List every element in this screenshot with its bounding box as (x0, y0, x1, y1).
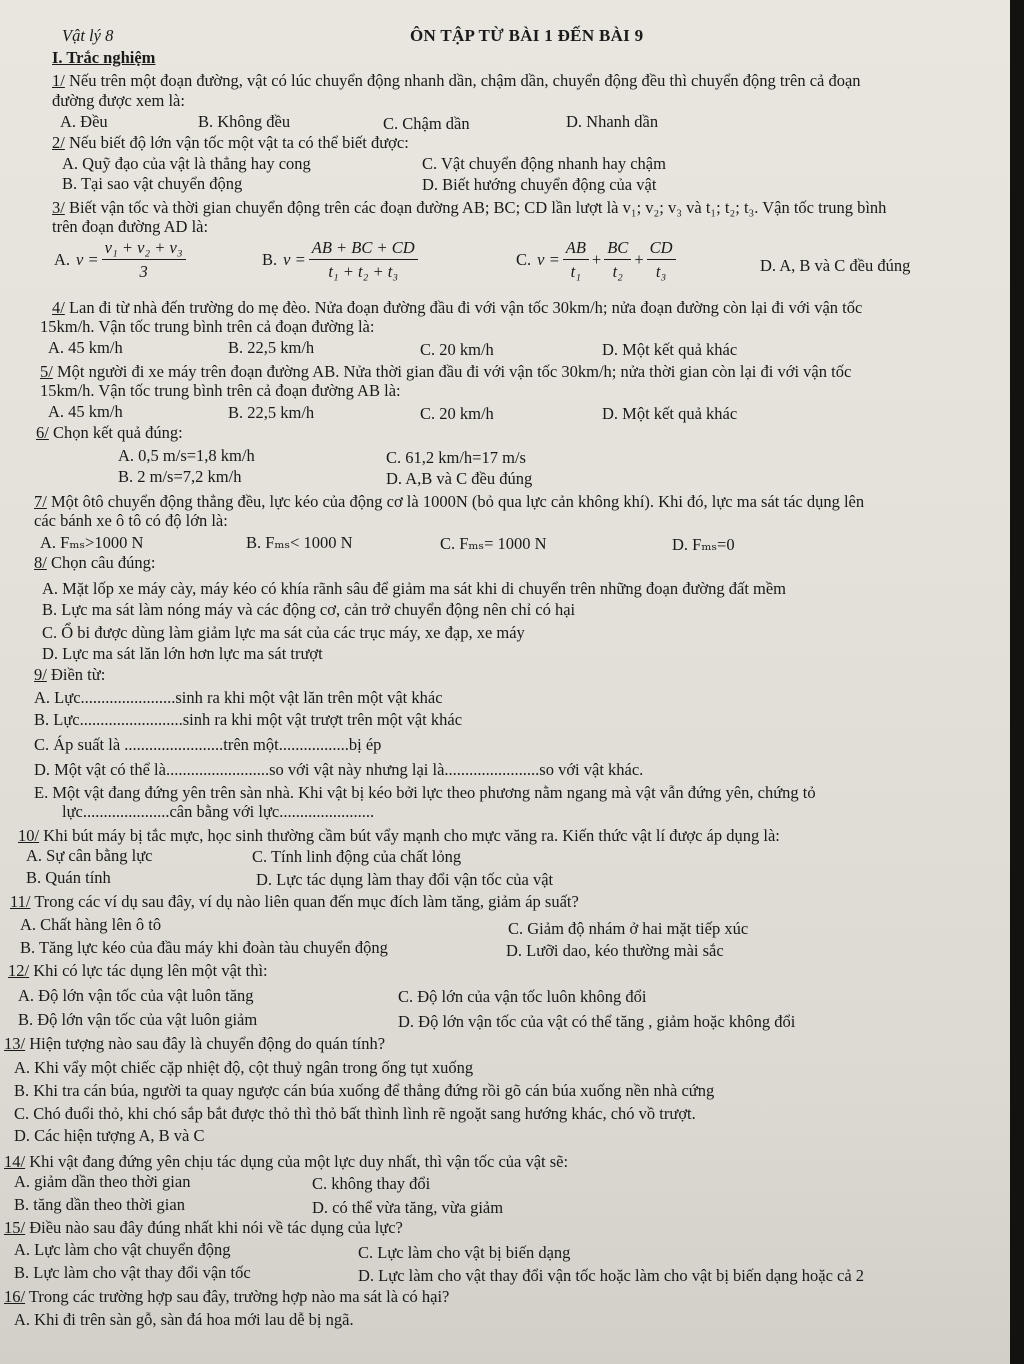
option-b: B. Khi tra cán búa, người ta quay ngược cán búa xuống để thẳng đứng rồi gõ cán búa xuống nền nhà cứng (14, 1081, 715, 1100)
option-c: C. Tính linh động của chất lỏng (252, 847, 462, 866)
question-number: 8/ (34, 553, 47, 572)
option-a: A. 0,5 m/s=1,8 km/h (118, 446, 255, 465)
question-text: Trong các ví dụ sau đây, ví dụ nào liên quan đến mục đích làm tăng, giảm áp suất? (34, 892, 579, 911)
option-b: B. Tăng lực kéo của đầu máy khi đoàn tàu chuyển động (20, 938, 388, 957)
question-text: Một ôtô chuyển động thẳng đều, lực kéo của động cơ là 1000N (bỏ qua lực cản không khí). Khi đó, lực ma sát tác dụng lên (50, 492, 865, 511)
option-b: B. Lực làm cho vật thay đổi vận tốc (14, 1263, 251, 1282)
option-d: D. Một kết quả khác (602, 404, 738, 423)
question-number: 6/ (36, 423, 49, 442)
option-c: C. Vật chuyển động nhanh hay chậm (422, 154, 666, 173)
question-text: Trong các trường hợp sau đây, trường hợp nào ma sát là có hại? (28, 1287, 450, 1306)
option-d: D. Lực tác dụng làm thay đổi vận tốc của vật (256, 870, 554, 889)
option-d: D. Biết hướng chuyển động của vật (422, 175, 657, 194)
question-3 (52, 198, 886, 218)
option-a: A. giảm dần theo thời gian (14, 1172, 191, 1191)
fraction: $\frac{CD}{\text{t₃}}$ (647, 238, 676, 281)
question-number: 13/ (4, 1034, 26, 1053)
fill-a: A. Lực.......................sinh ra khi một vật lăn trên một vật khác (34, 688, 443, 707)
question-13 (4, 1034, 385, 1054)
question-14 (4, 1152, 568, 1172)
dark-page-edge (1010, 0, 1024, 1364)
page-title: ÔN TẬP TỪ BÀI 1 ĐẾN BÀI 9 (410, 26, 644, 45)
option-b: B. 22,5 km/h (228, 338, 315, 357)
question-number: 11/ (10, 892, 31, 911)
fraction: $\frac{\text{v₁ + v₂ + v₃}}{3}$ (102, 238, 186, 281)
option-c-formula: C. v = $\frac{AB}{\text{t₁}}$ + $\frac{BC}{\text{t₂}}$ + $\frac{CD}{\text{t₃}}$ (516, 238, 679, 281)
question-text: Điều nào sau đây đúng nhất khi nói về tác dụng của lực? (29, 1218, 403, 1237)
option-d: D. Lưỡi dao, kéo thường mài sắc (506, 941, 724, 960)
option-a: A. 45 km/h (48, 338, 123, 357)
option-d: D. có thể vừa tăng, vừa giảm (312, 1198, 504, 1217)
question-5 (40, 362, 851, 382)
option-d: D. A,B và C đều đúng (386, 469, 533, 488)
question-15 (4, 1218, 403, 1238)
question-text: Nếu trên một đoạn đường, vật có lúc chuyển động nhanh dần, chậm dần, chuyển động đều thì chuyển động trên cả đoạn (68, 71, 861, 90)
question-number: 16/ (4, 1287, 26, 1306)
option-b: B. tăng dần theo thời gian (14, 1195, 185, 1214)
option-a: A. 45 km/h (48, 402, 123, 421)
option-c: C. Lực làm cho vật bị biến dạng (358, 1243, 571, 1262)
question-2 (52, 133, 409, 153)
option-a: A. Đều (60, 112, 108, 131)
option-c: C. Ổ bi được dùng làm giảm lực ma sát của các trục máy, xe đạp, xe máy (42, 623, 525, 642)
question-number: 2/ (52, 133, 65, 152)
option-d: D. Một kết quả khác (602, 340, 738, 359)
question-6 (36, 423, 183, 443)
option-d: D. Độ lớn vận tốc của vật có thể tăng , giảm hoặc không đổi (398, 1012, 796, 1031)
question-16 (4, 1287, 449, 1307)
fraction: $\frac{BC}{\text{t₂}}$ (604, 238, 631, 281)
question-number: 1/ (52, 71, 65, 90)
option-c: C. Chó đuổi thỏ, khi chó sắp bắt được thỏ thì thỏ bất thình lình rẽ ngoặt sang hướng khác, chó vồ trượt. (14, 1104, 696, 1123)
option-a: A. Khi vẩy một chiếc cặp nhiệt độ, cột thuỷ ngân trong ống tụt xuống (14, 1058, 474, 1077)
option-a: A. Độ lớn vận tốc của vật luôn tăng (18, 986, 254, 1005)
question-text: Biết vận tốc và thời gian chuyển động trên các đoạn đường AB; BC; CD lần lượt là v₁; v₂; v₃ và t₁; t₂; t₃. Vận tốc trung bình (68, 198, 887, 217)
option-b: B. Không đều (198, 112, 291, 131)
question-text: Điền từ: (50, 665, 106, 684)
option-d: D. Lực làm cho vật thay đổi vận tốc hoặc làm cho vật bị biến dạng hoặc cả 2 (358, 1266, 865, 1285)
option-b: B. 2 m/s=7,2 km/h (118, 467, 242, 486)
option-d: D. Lực ma sát lăn lớn hơn lực ma sát trượt (42, 644, 323, 663)
option-c: C. Độ lớn của vận tốc luôn không đổi (398, 987, 647, 1006)
option-b: B. Độ lớn vận tốc của vật luôn giảm (18, 1010, 258, 1029)
option-b: B. Fₘₛ< 1000 N (246, 533, 353, 552)
option-a: A. Lực làm cho vật chuyển động (14, 1240, 231, 1259)
question-7 (34, 492, 864, 512)
question-number: 12/ (8, 961, 30, 980)
option-c: C. không thay đổi (312, 1174, 431, 1193)
question-number: 15/ (4, 1218, 26, 1237)
question-text-cont: trên đoạn đường AD là: (52, 217, 209, 236)
question-text: Khi có lực tác dụng lên một vật thì: (33, 961, 268, 980)
question-text: Nếu biết độ lớn vận tốc một vật ta có thể biết được: (68, 133, 409, 152)
option-d: D. Các hiện tượng A, B và C (14, 1126, 205, 1145)
option-c: C. Fₘₛ= 1000 N (440, 534, 547, 553)
question-text-cont: các bánh xe ô tô có độ lớn là: (34, 511, 228, 530)
question-9 (34, 665, 105, 685)
question-text: Khi bút máy bị tắc mực, học sinh thường cầm bút vẩy mạnh cho mực văng ra. Kiến thức vật lí được áp dụng là: (43, 826, 780, 845)
question-number: 4/ (52, 298, 65, 317)
option-c: C. 20 km/h (420, 340, 494, 359)
section-heading: I. Trắc nghiệm (52, 48, 156, 67)
question-text: Khi vật đang đứng yên chịu tác dụng của một lực duy nhất, thì vận tốc của vật sẽ: (29, 1152, 569, 1171)
option-a: A. Fₘₛ>1000 N (40, 533, 144, 552)
fraction: $\frac{AB}{\text{t₁}}$ (563, 238, 589, 281)
option-c: C. 61,2 km/h=17 m/s (386, 448, 526, 467)
question-12 (8, 961, 268, 981)
option-b: B. Tại sao vật chuyển động (62, 174, 243, 193)
option-a: A. Sự cân bằng lực (26, 846, 153, 865)
question-1 (52, 71, 861, 91)
option-d: D. A, B và C đều đúng (760, 256, 911, 275)
option-a: A. Quỹ đạo của vật là thẳng hay cong (62, 154, 311, 173)
fill-e-cont: lực.....................cân bằng với lực....................... (62, 802, 375, 821)
fill-b: B. Lực.........................sinh ra khi một vật trượt trên một vật khác (34, 710, 463, 729)
option-a: A. Khi đi trên sàn gỗ, sàn đá hoa mới lau dễ bị ngã. (14, 1310, 354, 1329)
option-c: C. Giảm độ nhám ở hai mặt tiếp xúc (508, 919, 749, 938)
option-c: C. 20 km/h (420, 404, 494, 423)
option-b-formula: B. v = $\frac{AB + BC + CD}{\text{t₁ + t₂ + t₃}}$ (262, 238, 421, 281)
question-number: 5/ (40, 362, 53, 381)
question-text: Lan đi từ nhà đến trường do mẹ đèo. Nửa đoạn đường đầu đi với vận tốc 30km/h; nửa đoạn đường còn lại đi với vận tốc (68, 298, 863, 317)
question-8 (34, 553, 155, 573)
question-number: 3/ (52, 198, 65, 217)
fill-e: E. Một vật đang đứng yên trên sàn nhà. Khi vật bị kéo bởi lực theo phương nằm ngang mà vật vẫn đứng yên, chứng tỏ (34, 783, 816, 802)
question-11 (10, 892, 579, 912)
question-text-cont: đường được xem là: (52, 91, 185, 110)
option-a: A. Chất hàng lên ô tô (20, 915, 162, 934)
option-b: B. Lực ma sát làm nóng máy và các động cơ, cản trở chuyển động nên chỉ có hại (42, 600, 576, 619)
question-text-cont: 15km/h. Vận tốc trung bình trên cả đoạn đường AB là: (40, 381, 401, 400)
question-10 (18, 826, 780, 846)
question-text: Chọn kết quả đúng: (52, 423, 183, 442)
option-a-formula: A. v = $\frac{\text{v₁ + v₂ + v₃}}{3}$ (54, 238, 189, 281)
fill-c: C. Áp suất là ........................trên một.................bị ép (34, 735, 382, 754)
option-b: B. Quán tính (26, 868, 111, 887)
question-text-cont: 15km/h. Vận tốc trung bình trên cả đoạn đường là: (40, 317, 375, 336)
question-number: 14/ (4, 1152, 26, 1171)
question-text: Chọn câu đúng: (50, 553, 156, 572)
question-number: 7/ (34, 492, 47, 511)
question-number: 10/ (18, 826, 40, 845)
fill-d: D. Một vật có thể là.........................so với vật này nhưng lại là.......................so với vật khác. (34, 760, 644, 779)
option-a: A. Mặt lốp xe máy cày, máy kéo có khía rãnh sâu để giảm ma sát khi di chuyển trên những đoạn đường đất mềm (42, 579, 787, 598)
option-b: B. 22,5 km/h (228, 403, 315, 422)
question-4 (52, 298, 862, 318)
question-number: 9/ (34, 665, 47, 684)
fraction: $\frac{AB + BC + CD}{\text{t₁ + t₂ + t₃}}$ (309, 238, 418, 281)
question-text: Hiện tượng nào sau đây là chuyển động do quán tính? (29, 1034, 386, 1053)
question-text: Một người đi xe máy trên đoạn đường AB. Nửa thời gian đầu đi với vận tốc 30km/h; nửa thời gian còn lại đi với vận tốc (56, 362, 852, 381)
option-d: D. Fₘₛ=0 (672, 535, 735, 554)
subject-label: Vật lý 8 (62, 26, 114, 45)
option-d: D. Nhanh dần (566, 112, 659, 131)
option-c: C. Chậm dần (383, 114, 470, 133)
